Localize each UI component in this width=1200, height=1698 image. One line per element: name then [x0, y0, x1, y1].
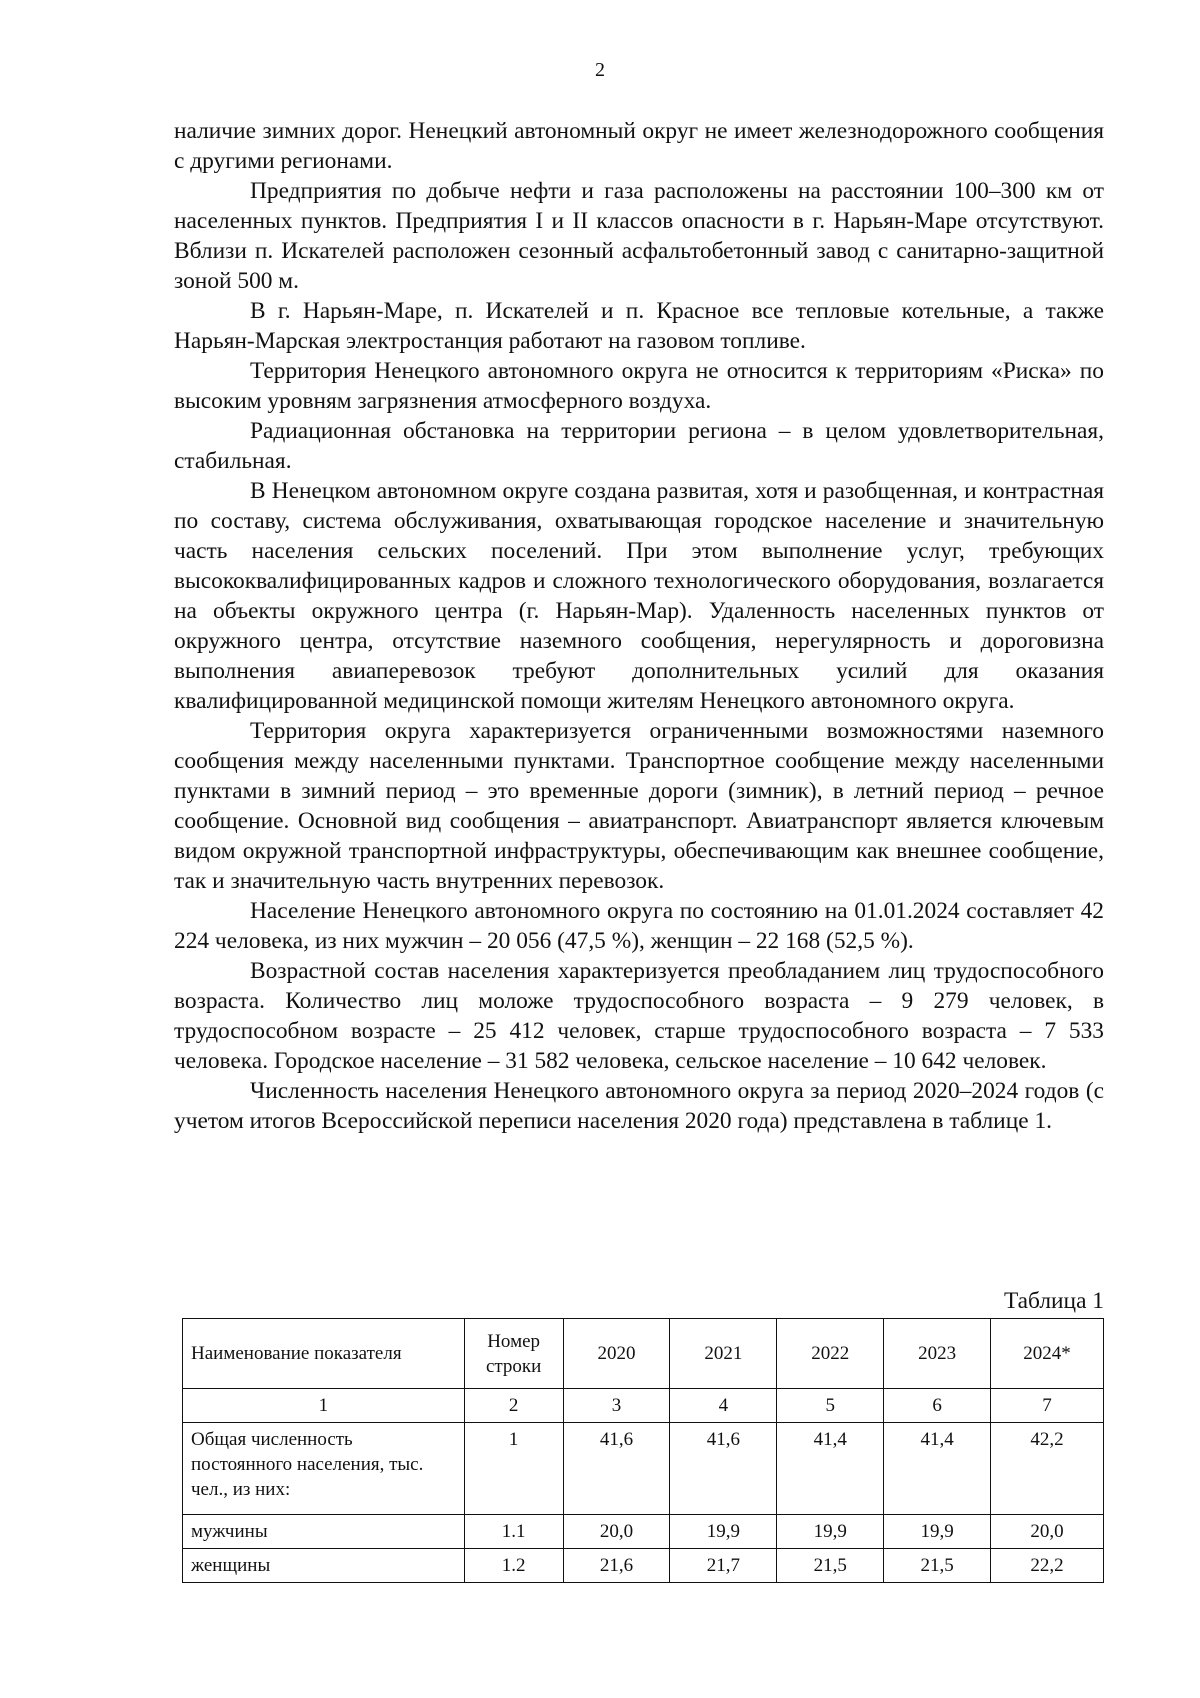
- column-number-cell: 4: [670, 1389, 777, 1423]
- table-header-cell: 2021: [670, 1319, 777, 1389]
- body-text: [174, 116, 1104, 1136]
- table-header-cell: 2023: [884, 1319, 991, 1389]
- table-row: [183, 1549, 1104, 1583]
- table-cell: 41,4: [884, 1423, 991, 1515]
- table-cell: 20,0: [991, 1515, 1104, 1549]
- table-cell: 21,5: [777, 1549, 884, 1583]
- table-header-cell: 2022: [777, 1319, 884, 1389]
- table-cell: 41,4: [777, 1423, 884, 1515]
- table-column-number-row: [183, 1389, 1104, 1423]
- table-cell: 19,9: [670, 1515, 777, 1549]
- table-cell: 20,0: [563, 1515, 670, 1549]
- paragraph: Радиационная обстановка на территории региона – в целом удовлетворительная, стабильная.: [174, 418, 1104, 474]
- table-row: [183, 1423, 1104, 1515]
- page-number: 2: [595, 59, 605, 81]
- paragraph: Численность населения Ненецкого автономного округа за период 2020–2024 годов (с учетом итогов Всероссийской переписи населения 2020 года) представлена в таблице 1.: [174, 1078, 1104, 1134]
- column-number-cell: 7: [991, 1389, 1104, 1423]
- population-table: [182, 1318, 1104, 1583]
- table-cell: 22,2: [991, 1549, 1104, 1583]
- table-header-cell: 2024*: [991, 1319, 1104, 1389]
- table-cell: 42,2: [991, 1423, 1104, 1515]
- table-header-cell: Наименование показателя: [183, 1319, 465, 1389]
- table-cell: 21,6: [563, 1549, 670, 1583]
- table-header-cell: Номер строки: [464, 1319, 563, 1389]
- table-cell: 19,9: [884, 1515, 991, 1549]
- table-cell-indicator: Общая численность постоянного населения, тыс. чел., из них:: [183, 1423, 465, 1515]
- table-row: [183, 1515, 1104, 1549]
- paragraph: Территория округа характеризуется ограниченными возможностями наземного сообщения между населенными пунктами. Транспортное сообщение между населенными пунктами в зимний период – это временные дороги (зимник), в летний период – речное сообщение. Основной вид сообщения – авиатранспорт. Авиатранспорт является ключевым видом окружной транспортной инфраструктуры, обеспечивающим как внешнее сообщение, так и значительную часть внутренних перевозок.: [174, 718, 1104, 894]
- table-cell-indicator: женщины: [183, 1549, 465, 1583]
- table-header-row: [183, 1319, 1104, 1389]
- paragraph: Территория Ненецкого автономного округа не относится к территориям «Риска» по высоким уровням загрязнения атмосферного воздуха.: [174, 358, 1104, 414]
- paragraph: Предприятия по добыче нефти и газа расположены на расстоянии 100–300 км от населенных пунктов. Предприятия I и II классов опасности в г. Нарьян-Маре отсутствуют. Вблизи п. Искателей расположен сезонный асфальтобетонный завод с санитарно-защитной зоной 500 м.: [174, 178, 1104, 294]
- column-number-cell: 2: [464, 1389, 563, 1423]
- table-cell: 41,6: [670, 1423, 777, 1515]
- column-number-cell: 6: [884, 1389, 991, 1423]
- paragraph: Возрастной состав населения характеризуется преобладанием лиц трудоспособного возраста. Количество лиц моложе трудоспособного возраста – 9 279 человек, в трудоспособном возрасте – 25 412 человек, старше трудоспособного возраста – 7 533 человека. Городское население – 31 582 человека, сельское население – 10 642 человек.: [174, 958, 1104, 1074]
- table-cell: 19,9: [777, 1515, 884, 1549]
- table-cell: 21,5: [884, 1549, 991, 1583]
- table-cell: 1.1: [464, 1515, 563, 1549]
- paragraph: В Ненецком автономном округе создана развитая, хотя и разобщенная, и контрастная по составу, система обслуживания, охватывающая городское население и значительную часть населения сельских поселений. При этом выполнение услуг, требующих высококвалифицированных кадров и сложного технологического оборудования, возлагается на объекты окружного центра (г. Нарьян-Мар). Удаленность населенных пунктов от окружного центра, отсутствие наземного сообщения, нерегулярность и дороговизна выполнения авиаперевозок требуют дополнительных усилий для оказания квалифицированной медицинской помощи жителям Ненецкого автономного округа.: [174, 478, 1104, 714]
- column-number-cell: 5: [777, 1389, 884, 1423]
- column-number-cell: 3: [563, 1389, 670, 1423]
- paragraph: Население Ненецкого автономного округа по состоянию на 01.01.2024 составляет 42 224 человека, из них мужчин – 20 056 (47,5 %), женщин – 22 168 (52,5 %).: [174, 898, 1104, 954]
- column-number-cell: 1: [183, 1389, 465, 1423]
- table-cell: 1: [464, 1423, 563, 1515]
- table-cell-indicator: мужчины: [183, 1515, 465, 1549]
- paragraph: В г. Нарьян-Маре, п. Искателей и п. Красное все тепловые котельные, а также Нарьян-Марская электростанция работают на газовом топливе.: [174, 298, 1104, 354]
- table-header-cell: 2020: [563, 1319, 670, 1389]
- table-caption: Таблица 1: [1003, 1288, 1104, 1314]
- table-cell: 41,6: [563, 1423, 670, 1515]
- table-cell: 1.2: [464, 1549, 563, 1583]
- paragraph: наличие зимних дорог. Ненецкий автономный округ не имеет железнодорожного сообщения с другими регионами.: [174, 118, 1104, 174]
- table-cell: 21,7: [670, 1549, 777, 1583]
